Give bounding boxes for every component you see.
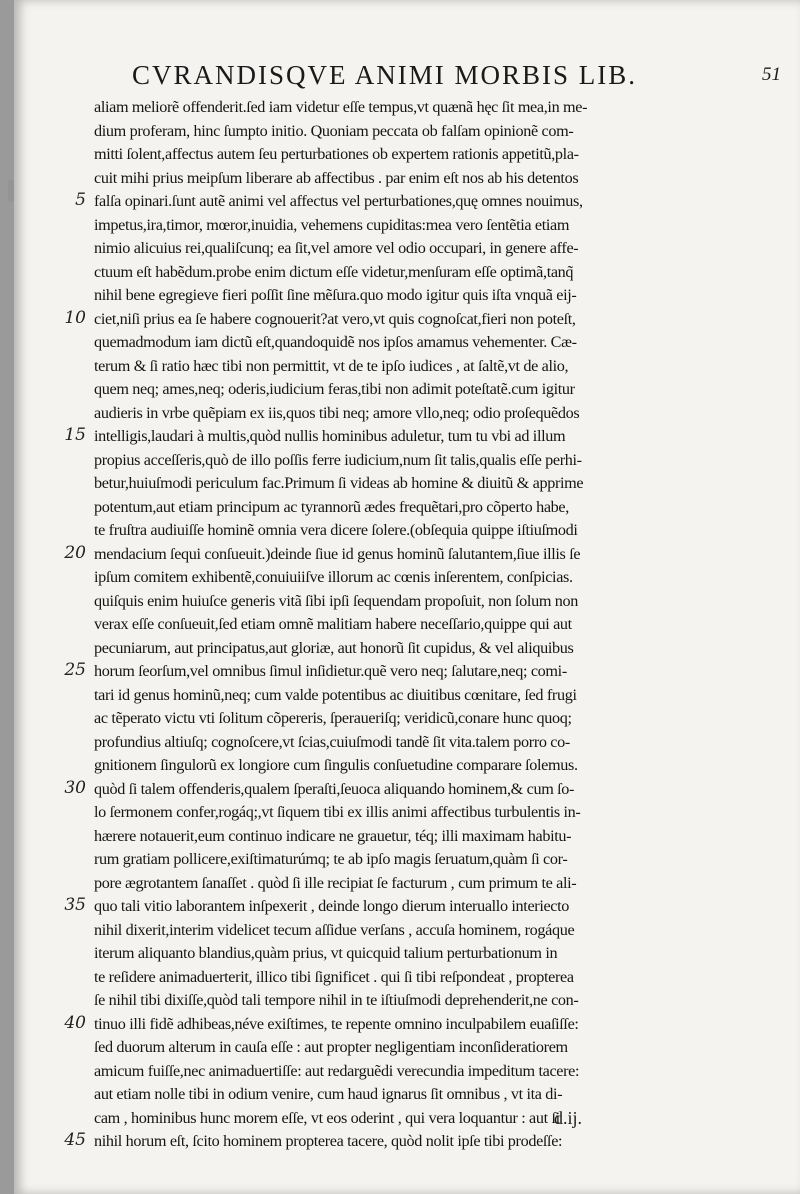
text-line: hærere notauerit,eum continuo indicare ne grauetur, téq; illi maximam habitu- [94, 826, 572, 845]
text-line: ſe nihil tibi dixiſſe,quòd tali tempore nihil in te iſtiuſmodi deprehenderit,ne con- [94, 991, 579, 1009]
margin-line-number: 35 [64, 895, 86, 915]
text-line: nihil horum eſt, ſcito hominem propterea tacere, quòd nolit ipſe tibi prodeſſe: [94, 1132, 563, 1150]
text-line: tinuo illi fidẽ adhibeas,néve exiſtimes, te repente omnino inculpabilem euaſiſſe: [94, 1014, 579, 1033]
page-number: 51 [762, 64, 781, 85]
text-line: mitti ſolent,affectus autem ſeu perturbationes ob expertem rationis appetitũ,pla- [94, 145, 579, 163]
text-line: rum gratiam pollicere,exiſtimaturúmq; te ab ipſo magis ſeruatum,quàm ſi cor- [94, 850, 568, 868]
text-line: pore ægrotantem ſanaſſet . quòd ſi ille recipiat ſe facturum , cum primum te ali- [94, 873, 577, 892]
text-line: quòd ſi talem offenderis,qualem ſperaſti,ſeuoca aliquando hominem,& cum ſo- [94, 779, 575, 798]
text-line: quo tali vitio laborantem inſpexerit , deinde longo dierum interuallo interiecto [94, 897, 570, 915]
page-edge-mark [8, 180, 14, 202]
margin-line-number: 45 [64, 1130, 86, 1150]
text-line: verax eſſe conſueuit,ſed etiam omnẽ malitiam habere neceſſario,quippe qui aut [94, 615, 572, 633]
text-line: tari id genus hominũ,neq; cum valde potentibus ac diuitibus cœnitare, ſed frugi [94, 685, 577, 704]
text-line: dium proferam, hinc ſumpto initio. Quoniam peccata ob falſam opinionẽ com- [94, 121, 574, 140]
text-line: aut etiam nolle tibi in odium venire, cum haud ignarus ſit omnibus , vt ita di- [94, 1085, 563, 1103]
book-page [14, 0, 800, 1194]
margin-line-number: 25 [64, 660, 86, 680]
text-line: quiſquis enim huiuſce generis vitã ſibi ipſi ſequendam propoſuit, non ſolum non [94, 591, 578, 610]
text-line: potentum,aut etiam principum ac tyrannorũ ædes frequẽtari,pro cõperto habe, [94, 497, 569, 516]
text-line: te reſidere animaduerterit, illico tibi ſignificet . qui ſi tibi reſpondeat , propterea [94, 967, 574, 986]
text-line: ipſum comitem exhibentẽ,conuiuiiſve illorum ac cœnis inſerentem, conſpicias. [94, 568, 573, 586]
margin-line-number: 30 [64, 777, 86, 798]
text-line: propius acceſſeris,quò de illo poſſis ferre iudicium,num ſit talis,qualis eſſe perhi- [94, 450, 582, 469]
text-line: ac tẽperato victu vti ſolitum cõpereris, ſperaueriſq; veridicũ,conare hunc quoq; [94, 709, 572, 727]
text-line: gnitionem ſingulorũ ex longiore cum ſingulis conſuetudine comparare ſolemus. [94, 756, 578, 774]
text-line: cam , hominibus hunc morem eſſe, vt eos oderint , qui vera loquantur : aut ſi [94, 1108, 560, 1127]
text-line: cuit mihi prius meipſum liberare ab affectibus . par enim eſt nos ab his detentos [94, 168, 579, 187]
text-line: betur,huiuſmodi periculum fac.Primum ſi videas ab homine & diuitũ & apprime [94, 474, 584, 492]
margin-line-number: 40 [64, 1012, 86, 1033]
text-line: quem neq; ames,neq; oderis,iudicium feras,tibi non adimit poteſtatẽ.cum igitur [94, 380, 575, 398]
text-line: falſa opinari.ſunt autẽ animi vel affectus vel perturbationes,quę omnes nouimus, [94, 192, 583, 210]
text-line: aliam meliorẽ offenderit.ſed iam videtur eſſe tempus,vt quænã hęc ſit mea,in me- [94, 98, 588, 116]
text-line: quemadmodum iam dictũ eſt,quandoquidẽ nos ipſos amamus vehementer. Cæ- [94, 333, 577, 351]
text-line: pecuniarum, aut principatus,aut gloriæ, aut honorũ ſit cupidus, & vel aliquibus [94, 638, 574, 657]
margin-line-number: 15 [64, 425, 86, 445]
text-line: iterum aliquanto blandius,quàm prius, vt quicquid talium perturbationum in [94, 944, 558, 962]
running-title: CVRANDISQVE ANIMI MORBIS LIB. [132, 60, 638, 90]
text-line: ſed duorum alterum in cauſa eſſe : aut propter negligentiam inconſideratiorem [94, 1038, 568, 1056]
text-line: nihil bene egregieve fieri poſſit ſine mẽſura.quo modo igitur quis iſta vnquã eij- [94, 286, 577, 304]
text-line: impetus,ira,timor, mœror,inuidia, vehemens cupiditas:mea vero ſentẽtia etiam [94, 215, 570, 234]
signature-mark: d.ij. [554, 1108, 583, 1128]
margin-line-number: 20 [64, 542, 86, 563]
text-line: lo ſermonem confer,rogáq;,vt ſiquem tibi ex illis animi affectibus turbulentis in- [94, 803, 581, 821]
margin-line-number: 5 [75, 190, 86, 210]
text-line: profundius altiuſq; cognoſcere,vt ſcias,cuiuſmodi tandẽ ſit vita.talem porro co- [94, 732, 570, 751]
text-line: horum ſeorſum,vel omnibus ſimul inſidietur.quẽ vero neq; ſalutare,neq; comi- [94, 662, 567, 680]
text-line: audieris in vrbe quẽpiam ex iis,quos tibi neq; amore vllo,neq; odio proſequẽdos [94, 403, 580, 422]
text-line: mendacium ſequi conſueuit.)deinde ſiue id genus hominũ ſalutantem,ſiue illis ſe [94, 544, 581, 563]
text-line: te fruſtra audiuiſſe hominẽ omnia vera dicere ſolere.(obſequia quippe iſtiuſmodi [94, 521, 578, 539]
text-line: nimio alicuius rei,qualiſcunq; ea ſit,vel amore vel odio occupari, in genere affe- [94, 239, 579, 257]
text-line: terum & ſi ratio hæc tibi non permittit, vt de te ipſo iudices , at ſaltẽ,vt de alio, [94, 356, 569, 375]
text-line: nihil dixerit,interim videlicet tecum aſſidue verſans , accuſa hominem, rogáque [94, 920, 575, 939]
text-line: ciet,niſi prius ea ſe habere cognouerit?at vero,vt quis cognoſcat,fieri non poteſt, [94, 309, 576, 328]
body-text [64, 96, 694, 1154]
margin-line-number: 10 [64, 307, 86, 328]
text-line: ctuum eſt habẽdum.probe enim dictum eſſe videtur,menſuram eſſe optimã,tanq̃ [94, 262, 574, 281]
text-line: intelligis,laudari à multis,quòd nullis hominibus aduletur, tum tu vbi ad illum [94, 427, 566, 445]
text-line: amicum fuiſſe,nec animaduertiſſe: aut redarguẽdi verecundia impeditum tacere: [94, 1061, 580, 1080]
